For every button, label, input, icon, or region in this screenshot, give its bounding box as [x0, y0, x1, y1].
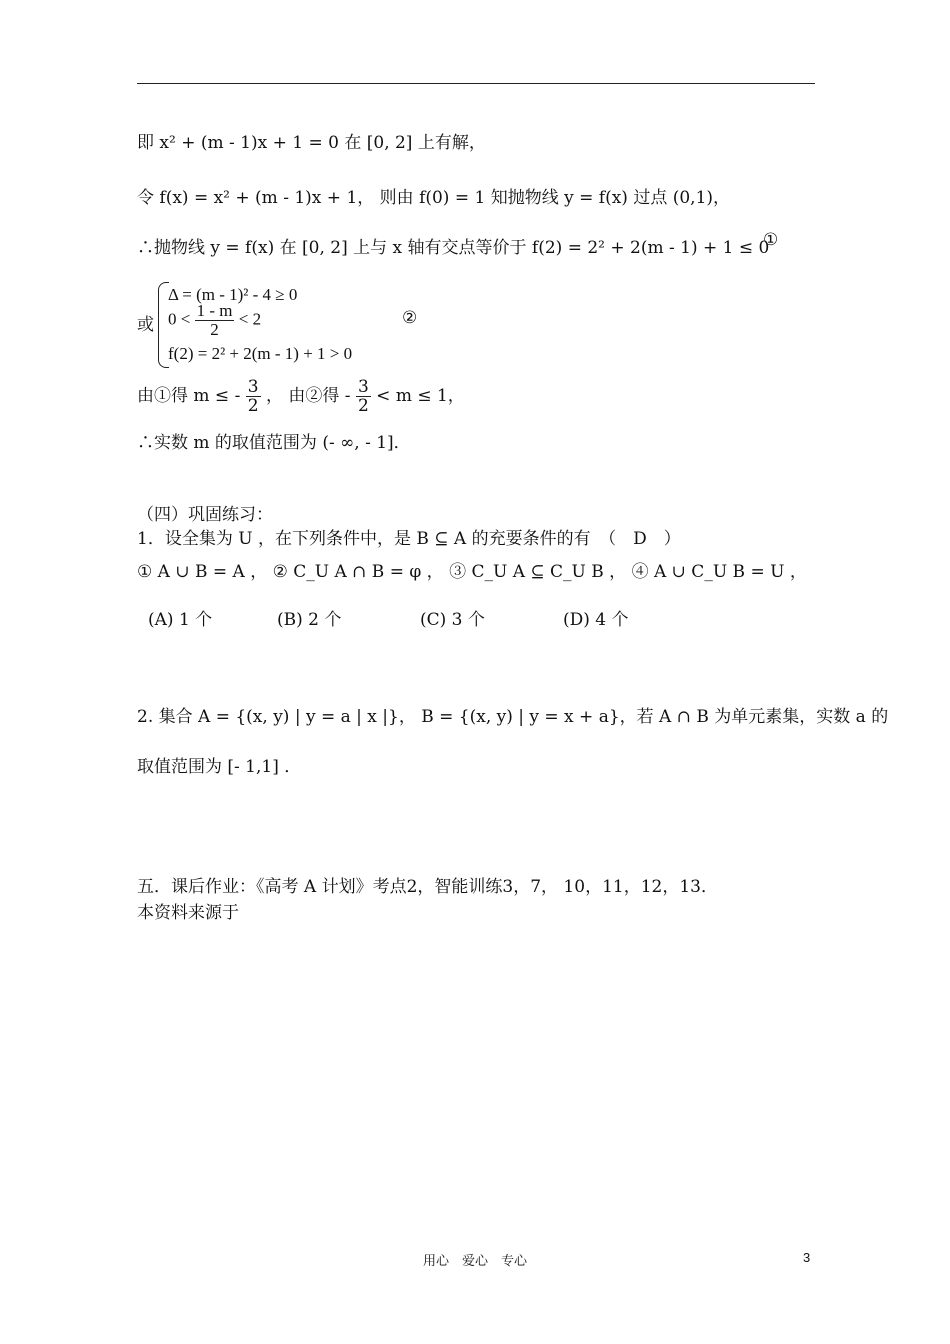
system-row-2-right: < 2	[238, 309, 262, 329]
fraction-1-m-over-2	[195, 302, 235, 339]
circle-mark-2: ②	[402, 308, 418, 328]
homework-line: 五．课后作业：《高考 A 计划》考点2，智能训练3，7， 10，11，12，13．	[137, 877, 718, 897]
system-row-2	[168, 302, 261, 339]
fraction-3-over-2-a	[246, 378, 261, 415]
fraction-denominator: 2	[210, 320, 219, 339]
question-2-line-1: 2. 集合 A = {(x, y) | y = a | x |}， B = {(x, y) | y = x + a}，若 A ∩ B 为单元素集，实数 a 的	[137, 707, 889, 727]
question-1-conditions: ① A ∪ B = A ， ② C_U A ∩ B = φ ， ③ C_U A ⊆ C_U B ， ④ A ∪ C_U B = U ，	[137, 562, 807, 582]
line-4	[137, 378, 465, 415]
fraction-3-over-2-b	[356, 378, 371, 415]
fraction-denominator: 2	[247, 396, 259, 416]
fraction-denominator: 2	[357, 396, 369, 416]
question-1: 1．设全集为 U ，在下列条件中，是 B ⊆ A 的充要条件的有 （ D ）	[137, 529, 681, 549]
line-1: 即 x² + (m - 1)x + 1 = 0 在 [0, 2] 上有解，	[137, 133, 486, 153]
line-4-part-b: ， 由②得 -	[265, 386, 351, 406]
page-number: 3	[803, 1250, 811, 1265]
fraction-numerator: 3	[247, 377, 259, 397]
page-footer: 用心 爱心 专心	[422, 1254, 527, 1269]
question-2-line-2: 取值范围为 [- 1,1] ．	[137, 757, 302, 777]
line-2: 令 f(x) = x² + (m - 1)x + 1， 则由 f(0) = 1 知抛物线 y = f(x) 过点 (0,1)，	[137, 188, 731, 208]
line-3: ∴抛物线 y = f(x) 在 [0, 2] 上与 x 轴有交点等价于 f(2) = 2² + 2(m - 1) + 1 ≤ 0	[137, 238, 770, 258]
fraction-numerator: 1 - m	[196, 301, 233, 320]
system-row-1: Δ = (m - 1)² - 4 ≥ 0	[168, 285, 298, 304]
choice-a: (A) 1 个	[148, 610, 213, 630]
section-4-title: （四）巩固练习：	[137, 505, 273, 525]
header-rule	[137, 83, 815, 84]
source-line: 本资料来源于	[137, 903, 239, 923]
system-row-2-left: 0 <	[168, 309, 191, 329]
line-4-part-a: 由①得 m ≤ -	[137, 386, 241, 406]
line-5: ∴实数 m 的取值范围为 (- ∞, - 1]．	[137, 433, 411, 453]
circle-mark-1: ①	[763, 230, 779, 250]
fraction-numerator: 3	[357, 377, 369, 397]
or-label: 或	[137, 315, 154, 335]
choice-b: (B) 2 个	[277, 610, 342, 630]
choice-d: (D) 4 个	[563, 610, 629, 630]
line-4-part-c: < m ≤ 1，	[376, 386, 465, 406]
system-row-3: f(2) = 2² + 2(m - 1) + 1 > 0	[168, 344, 353, 363]
choice-c: (C) 3 个	[420, 610, 485, 630]
